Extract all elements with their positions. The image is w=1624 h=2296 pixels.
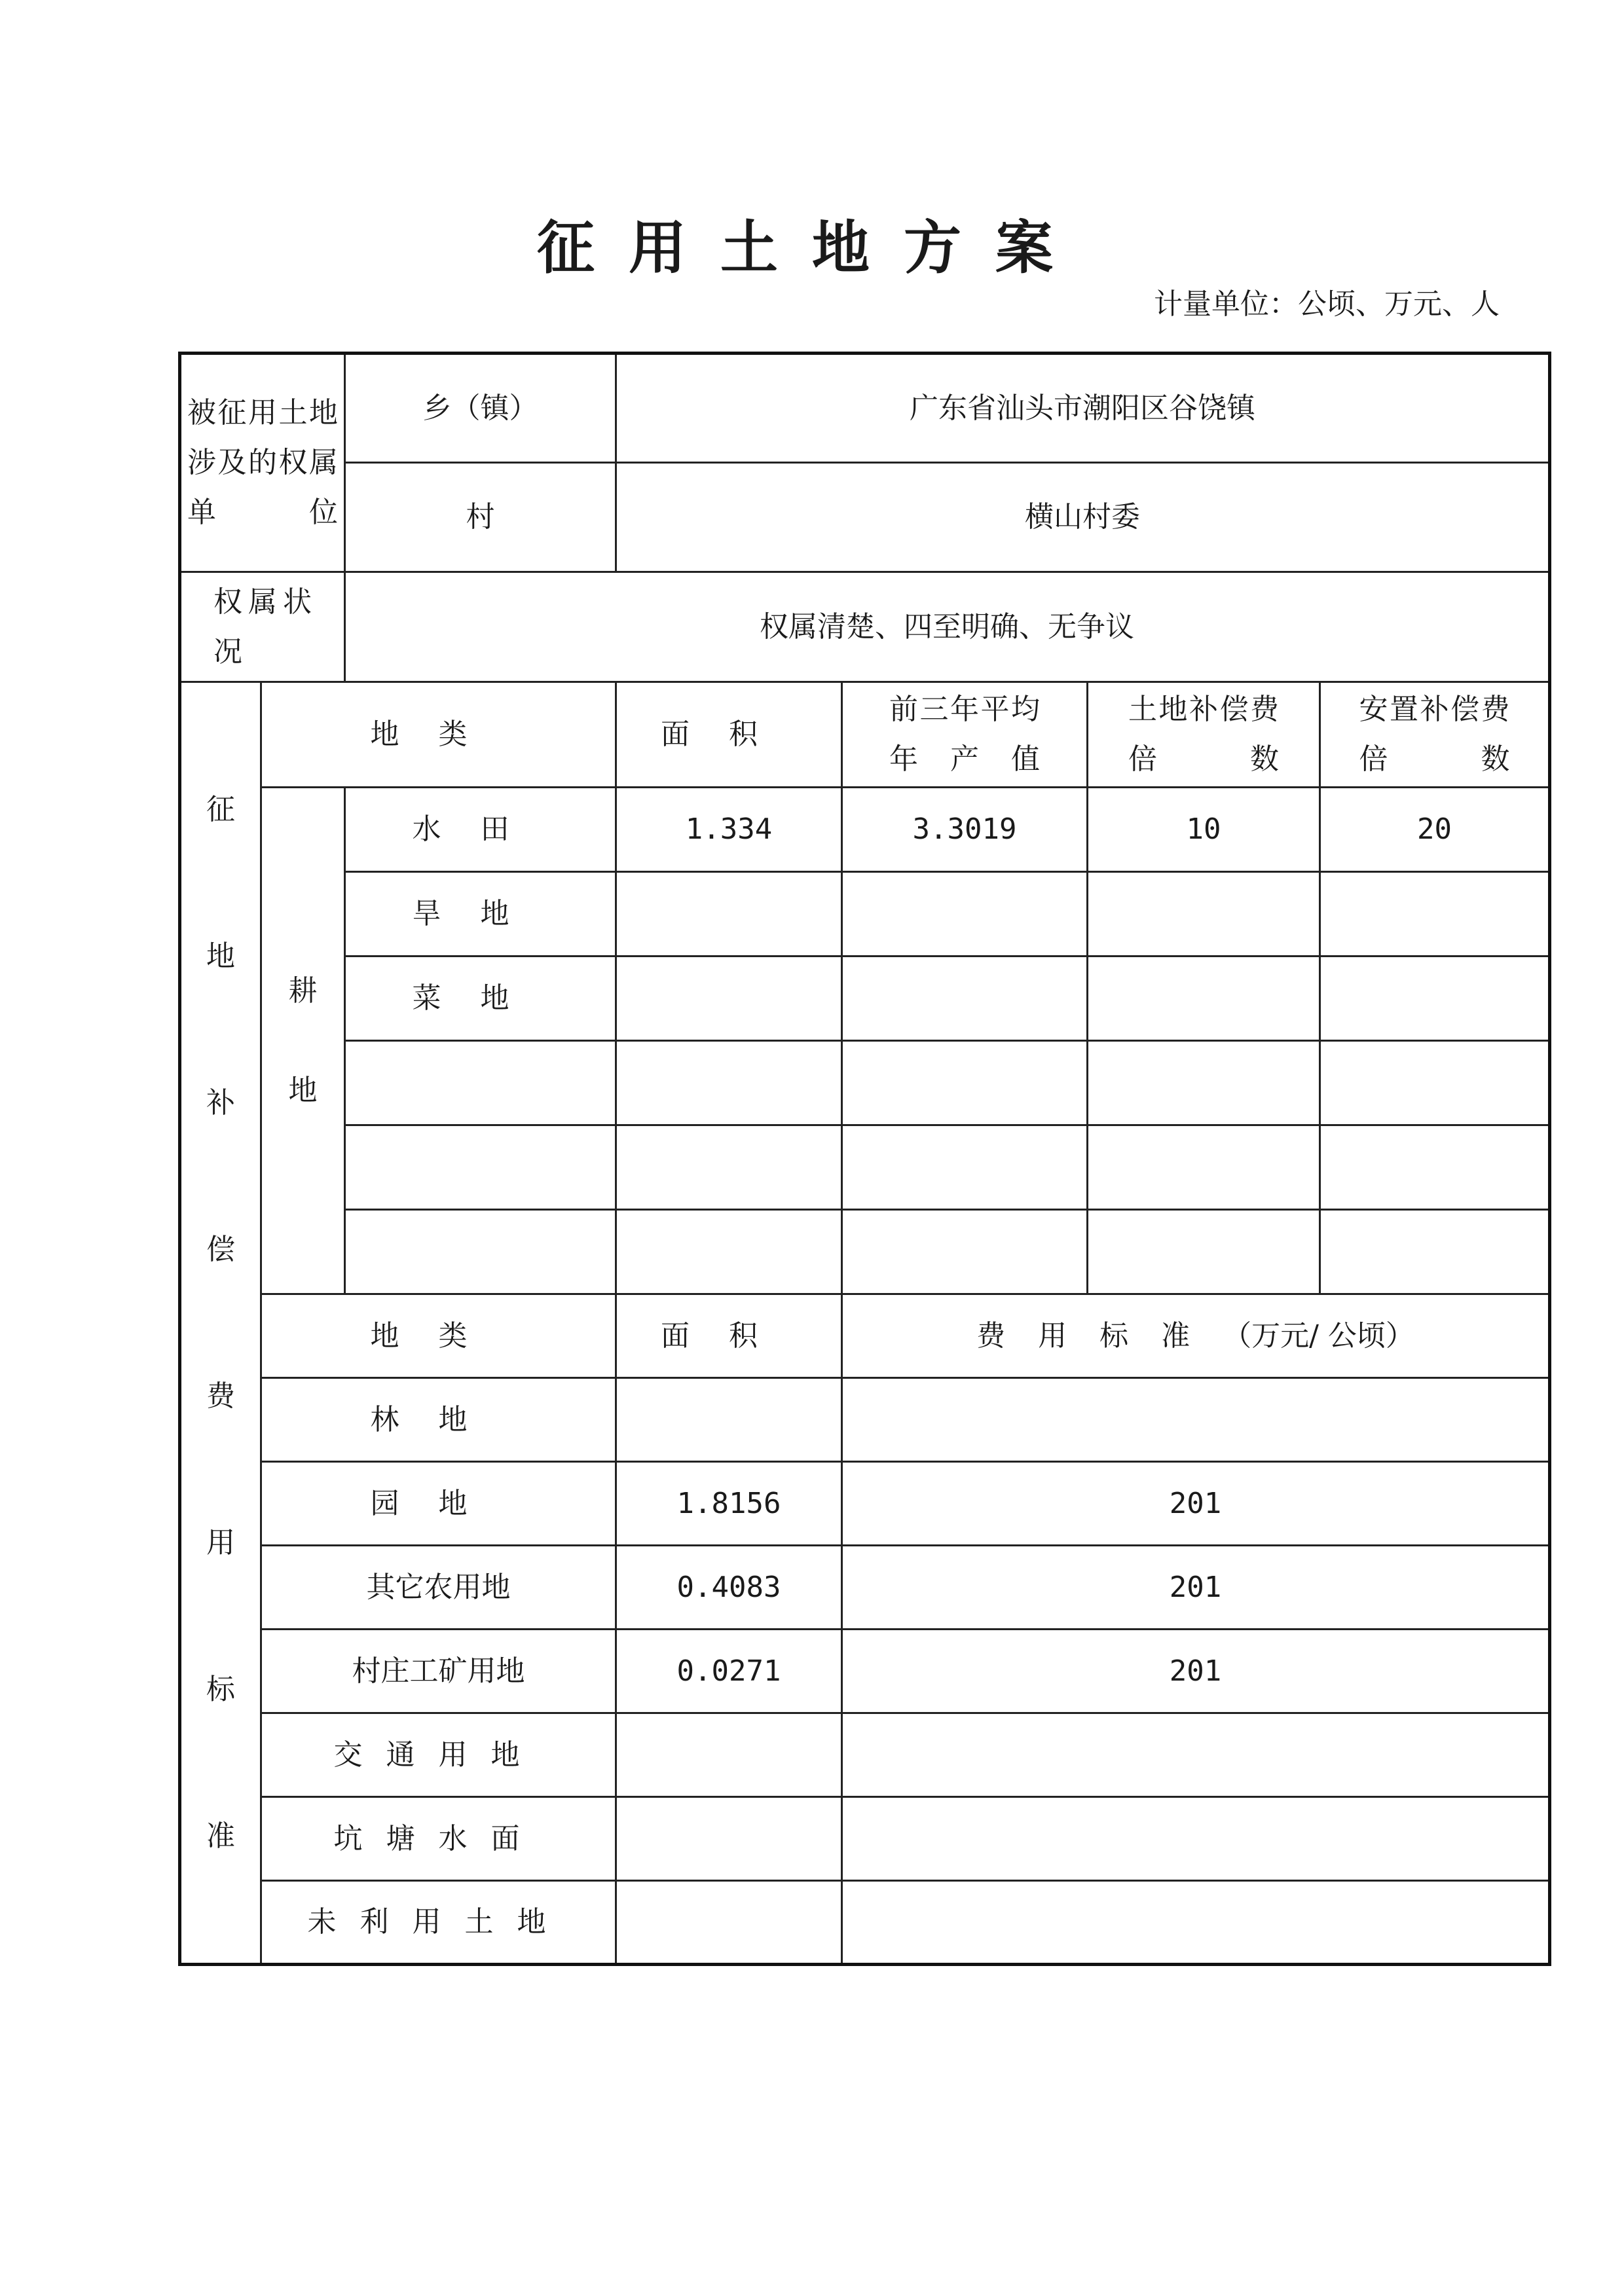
compensation-section-label-cell bbox=[180, 682, 261, 1965]
table-row bbox=[180, 1462, 1550, 1546]
table-row bbox=[180, 872, 1550, 957]
cultivated-area bbox=[616, 1210, 842, 1294]
other-land-type: 坑塘水面 bbox=[261, 1797, 616, 1881]
cultivated-area bbox=[616, 957, 842, 1041]
header-resettle-multiple: 安置补偿费倍数 bbox=[1359, 693, 1510, 776]
cultivated-land-multiple bbox=[1088, 1125, 1320, 1210]
cultivated-avg-output bbox=[842, 1125, 1088, 1210]
other-land-type: 园地 bbox=[261, 1462, 616, 1546]
header-land-multiple-cell bbox=[1088, 682, 1320, 788]
header-land-multiple: 土地补偿费倍数 bbox=[1128, 693, 1279, 776]
cultivated-avg-output bbox=[842, 1210, 1088, 1294]
compensation-section-label: 征地补偿费用标准 bbox=[206, 792, 235, 1853]
other-header-fee-cell bbox=[842, 1294, 1550, 1378]
owner-unit-label: 被征用土地涉及的权属单位 bbox=[187, 396, 338, 529]
other-land-type: 其它农用地 bbox=[261, 1546, 616, 1630]
cultivated-resettle-multiple bbox=[1320, 1125, 1550, 1210]
village-label: 村 bbox=[345, 463, 616, 572]
owner-unit-label-cell bbox=[180, 354, 345, 572]
table-row bbox=[180, 788, 1550, 872]
other-header-area: 面积 bbox=[616, 1294, 842, 1378]
township-value: 广东省汕头市潮阳区谷饶镇 bbox=[616, 354, 1550, 463]
unit-label: 计量单位：公顷、万元、人 bbox=[1154, 287, 1500, 321]
table-row bbox=[180, 957, 1550, 1041]
cultivated-resettle-multiple: 20 bbox=[1320, 788, 1550, 872]
table-row bbox=[180, 1210, 1550, 1294]
cultivated-type bbox=[345, 1125, 616, 1210]
table-row bbox=[180, 1881, 1550, 1965]
header-resettle-multiple-cell bbox=[1320, 682, 1550, 788]
cultivated-resettle-multiple bbox=[1320, 1210, 1550, 1294]
cultivated-resettle-multiple bbox=[1320, 957, 1550, 1041]
table-row bbox=[180, 1797, 1550, 1881]
table-row bbox=[180, 1041, 1550, 1125]
table-row bbox=[180, 1630, 1550, 1713]
ownership-status-label: 权属状况 bbox=[213, 585, 312, 668]
cultivated-type: 水田 bbox=[345, 788, 616, 872]
other-land-fee: 201 bbox=[842, 1462, 1550, 1546]
header-avg-output-cell bbox=[842, 682, 1088, 788]
ownership-status-label-cell bbox=[180, 572, 345, 682]
table-row bbox=[180, 1378, 1550, 1462]
table-row bbox=[180, 1713, 1550, 1797]
table-row bbox=[180, 1546, 1550, 1630]
other-header-fee-unit: （万元/ 公顷） bbox=[1223, 1319, 1414, 1353]
cultivated-type: 菜地 bbox=[345, 957, 616, 1041]
other-header-row bbox=[180, 1294, 1550, 1378]
cultivated-land-multiple bbox=[1088, 1041, 1320, 1125]
cultivated-resettle-multiple bbox=[1320, 872, 1550, 957]
ownership-status-value: 权属清楚、四至明确、无争议 bbox=[345, 572, 1550, 682]
cultivated-area: 1.334 bbox=[616, 788, 842, 872]
cultivated-resettle-multiple bbox=[1320, 1041, 1550, 1125]
header-area: 面积 bbox=[616, 682, 842, 788]
cultivated-area bbox=[616, 1125, 842, 1210]
other-land-type: 交通用地 bbox=[261, 1713, 616, 1797]
village-row bbox=[180, 463, 1550, 572]
other-land-fee bbox=[842, 1881, 1550, 1965]
ownership-status-row bbox=[180, 572, 1550, 682]
other-land-area bbox=[616, 1797, 842, 1881]
cultivated-land-multiple bbox=[1088, 1210, 1320, 1294]
other-land-area bbox=[616, 1881, 842, 1965]
table-row bbox=[180, 1125, 1550, 1210]
other-header-land-type: 地类 bbox=[261, 1294, 616, 1378]
township-label: 乡（镇） bbox=[345, 354, 616, 463]
other-land-type: 未利用土地 bbox=[261, 1881, 616, 1965]
other-header-fee-standard: 费用标准 bbox=[976, 1319, 1223, 1353]
cultivated-land-multiple: 10 bbox=[1088, 788, 1320, 872]
other-land-type: 林地 bbox=[261, 1378, 616, 1462]
cultivated-avg-output bbox=[842, 957, 1088, 1041]
cultivated-type bbox=[345, 1041, 616, 1125]
cultivated-label-cell bbox=[261, 788, 345, 1294]
cultivated-header-row bbox=[180, 682, 1550, 788]
other-land-fee bbox=[842, 1713, 1550, 1797]
cultivated-area bbox=[616, 1041, 842, 1125]
other-land-area: 1.8156 bbox=[616, 1462, 842, 1546]
other-land-type: 村庄工矿用地 bbox=[261, 1630, 616, 1713]
other-land-fee: 201 bbox=[842, 1546, 1550, 1630]
village-value: 横山村委 bbox=[616, 463, 1550, 572]
other-land-area bbox=[616, 1713, 842, 1797]
cultivated-label: 耕地 bbox=[288, 974, 318, 1107]
header-avg-output: 前三年平均年产值 bbox=[889, 693, 1040, 776]
other-land-fee: 201 bbox=[842, 1630, 1550, 1713]
township-row bbox=[180, 354, 1550, 463]
cultivated-avg-output bbox=[842, 1041, 1088, 1125]
other-land-fee bbox=[842, 1378, 1550, 1462]
other-land-area: 0.0271 bbox=[616, 1630, 842, 1713]
cultivated-avg-output: 3.3019 bbox=[842, 788, 1088, 872]
cultivated-land-multiple bbox=[1088, 872, 1320, 957]
other-land-fee bbox=[842, 1797, 1550, 1881]
other-land-area: 0.4083 bbox=[616, 1546, 842, 1630]
requisition-form-table bbox=[178, 352, 1551, 1966]
cultivated-type bbox=[345, 1210, 616, 1294]
other-land-area bbox=[616, 1378, 842, 1462]
page-title: 征用土地方案 bbox=[536, 213, 1087, 282]
cultivated-type: 旱地 bbox=[345, 872, 616, 957]
header-land-type: 地类 bbox=[261, 682, 616, 788]
cultivated-avg-output bbox=[842, 872, 1088, 957]
cultivated-area bbox=[616, 872, 842, 957]
cultivated-land-multiple bbox=[1088, 957, 1320, 1041]
